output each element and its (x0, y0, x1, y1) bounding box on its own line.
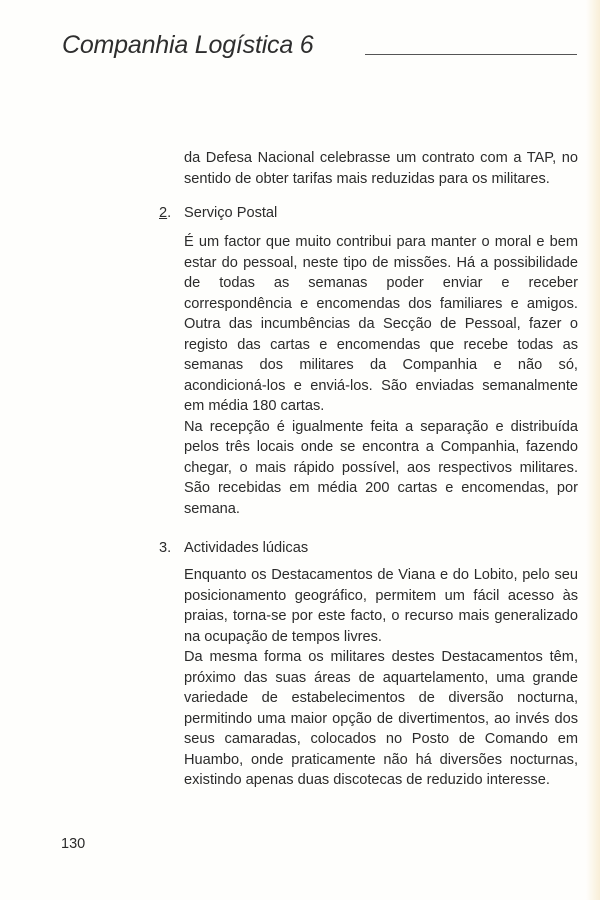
section-2-body (184, 232, 578, 519)
paragraph: Enquanto os Destacamentos de Viana e do Lobito, pelo seu posicionamento geográfico, permitem um fácil acesso às praias, torna-se por este facto, o recurso mais generalizado na ocupação de tempos livres. (184, 567, 578, 645)
section-number-separator: . (167, 540, 172, 556)
section-number-digit: 3 (159, 540, 168, 556)
continuation-paragraph (184, 148, 578, 189)
paragraph: É um factor que muito contribui para manter o moral e bem estar do pessoal, neste tipo de missões. Há a possibilidade de todas as semanas poder enviar e receber correspondência e encomendas dos familiares e amigos. Outra das incumbências da Secção de Pessoal, fazer o registo das cartas e encomendas que recebe todas as semanas dos militares da Companhia e não só, acondicioná-los e enviá-los. São enviadas semanalmente em média 180 cartas. (184, 234, 578, 414)
section-number-separator: . (167, 205, 172, 221)
section-heading-3 (159, 538, 308, 559)
running-header-title: Companhia Logística 6 (62, 31, 314, 59)
header-rule (365, 54, 577, 55)
page-edge-shading (586, 0, 600, 900)
page-number: 130 (61, 836, 86, 852)
section-3-body (184, 565, 578, 791)
section-title: Actividades lúdicas (184, 540, 309, 556)
paragraph: Da mesma forma os militares destes Destacamentos têm, próximo das suas áreas de aquartelamento, uma grande variedade de estabelecimentos de diversão nocturna, permitindo uma maior opção de divertimentos, ao invés dos seus camaradas, colocados no Posto de Comando em Huambo, onde praticamente não há diversões nocturnas, existindo apenas duas discotecas de reduzido interesse. (184, 649, 578, 788)
section-number-digit: 2 (159, 205, 168, 221)
section-number (159, 203, 184, 224)
section-number (159, 538, 184, 559)
paragraph: da Defesa Nacional celebrasse um contrato com a TAP, no sentido de obter tarifas mais reduzidas para os militares. (184, 150, 578, 187)
paragraph: Na recepção é igualmente feita a separação e distribuída pelos três locais onde se encontra a Companhia, fazendo chegar, o mais rápido possível, aos respectivos militares. São recebidas em média 200 cartas e encomendas, por semana. (184, 418, 578, 517)
section-title: Serviço Postal (184, 205, 278, 221)
section-heading-2 (159, 203, 277, 224)
